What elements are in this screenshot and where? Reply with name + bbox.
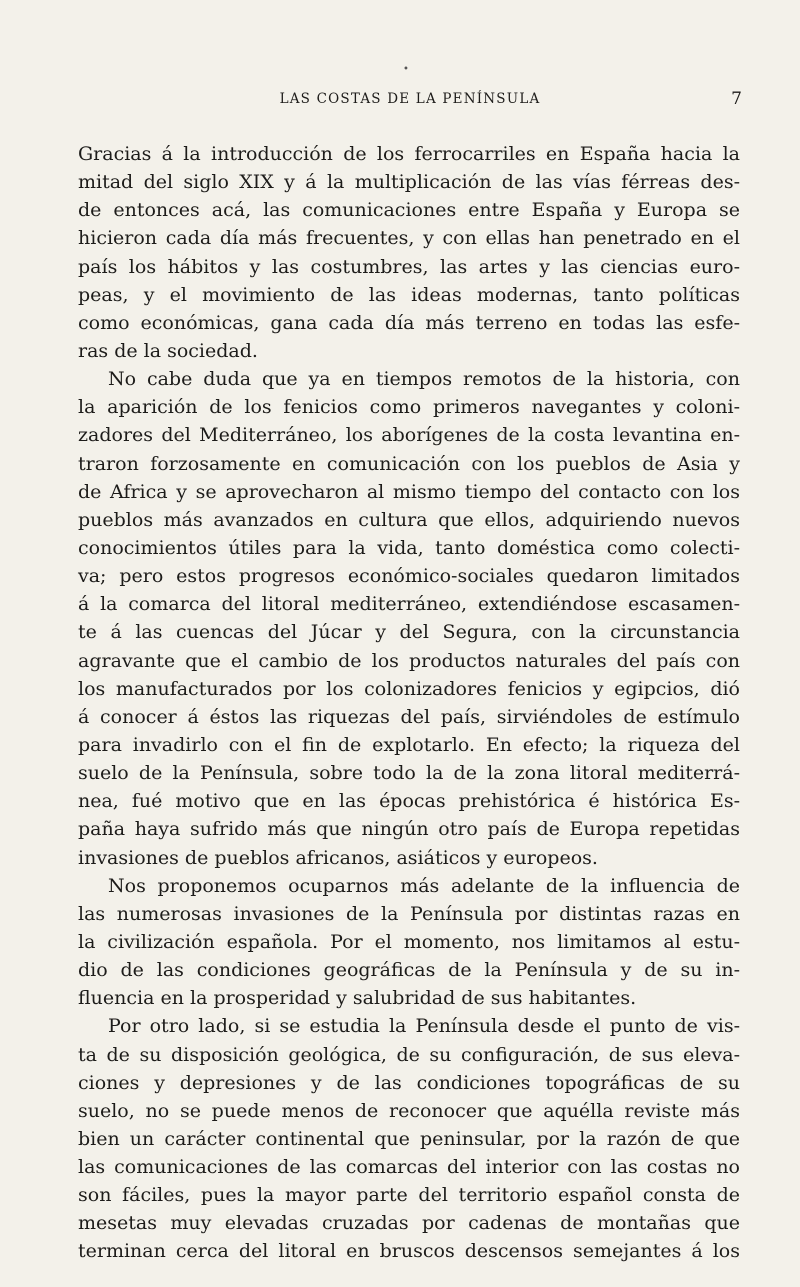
text-line: paña haya sufrido más que ningún otro país de Europa repetidas <box>78 818 740 841</box>
text-line: va; pero estos progresos económico-sociales quedaron limitados <box>78 565 740 588</box>
text-line: terminan cerca del litoral en bruscos descensos semejantes á los <box>78 1240 740 1263</box>
text-line: mesetas muy elevadas cruzadas por cadenas de montañas que <box>78 1212 740 1235</box>
text-line: zadores del Mediterráneo, los aborígenes de la costa levantina en- <box>78 424 740 447</box>
text-line: los manufacturados por los colonizadores fenicios y egipcios, dió <box>78 677 740 700</box>
text-line: agravante que el cambio de los productos naturales del país con <box>78 649 740 672</box>
text-line: suelo, no se puede menos de reconocer que aquélla reviste más <box>78 1099 740 1122</box>
print-speck: • <box>403 64 409 75</box>
text-line: ciones y depresiones y de las condiciones topográficas de su <box>78 1071 740 1094</box>
running-title: LAS COSTAS DE LA PENÍNSULA <box>279 91 541 107</box>
text-line: de Africa y se aprovecharon al mismo tiempo del contacto con los <box>78 480 740 503</box>
text-line: Por otro lado, si se estudia la Península desde el punto de vis- <box>108 1015 740 1038</box>
text-line: Nos proponemos ocuparnos más adelante de la influencia de <box>108 874 740 897</box>
text-line: para invadirlo con el fin de explotarlo. En efecto; la riqueza del <box>78 733 740 756</box>
text-line: hicieron cada día más frecuentes, y con ellas han penetrado en el <box>78 227 740 250</box>
text-line: de entonces acá, las comunicaciones entre España y Europa se <box>78 199 740 222</box>
text-line: la aparición de los fenicios como primeros navegantes y coloni- <box>78 396 740 419</box>
text-line: bien un carácter continental que peninsular, por la razón de que <box>78 1127 740 1150</box>
text-line: dio de las condiciones geográficas de la Península y de su in- <box>78 959 740 982</box>
text-line: país los hábitos y las costumbres, las artes y las ciencias euro- <box>78 255 740 278</box>
text-line: conocimientos útiles para la vida, tanto doméstica como colecti- <box>78 536 740 559</box>
text-line: la civilización española. Por el momento, nos limitamos al estu- <box>78 930 740 953</box>
page-header <box>78 86 742 112</box>
text-line: ta de su disposición geológica, de su configuración, de sus eleva- <box>78 1043 740 1066</box>
text-line: las comunicaciones de las comarcas del interior con las costas no <box>78 1156 740 1179</box>
text-line: como económicas, gana cada día más terreno en todas las esfe- <box>78 311 740 334</box>
text-line: fluencia en la prosperidad y salubridad de sus habitantes. <box>78 987 637 1010</box>
text-line: las numerosas invasiones de la Península por distintas razas en <box>78 902 740 925</box>
text-line: á conocer á éstos las riquezas del país, sirviéndoles de estímulo <box>78 705 740 728</box>
text-line: te á las cuencas del Júcar y del Segura, con la circunstancia <box>78 621 740 644</box>
page-number: 7 <box>731 89 742 109</box>
text-line: peas, y el movimiento de las ideas modernas, tanto políticas <box>78 283 740 306</box>
paragraph-2 <box>78 365 740 872</box>
text-line: nea, fué motivo que en las épocas prehistórica é histórica Es- <box>78 790 740 813</box>
paragraph-3 <box>78 872 740 1013</box>
text-line: No cabe duda que ya en tiempos remotos de la historia, con <box>108 368 740 391</box>
text-line: son fáciles, pues la mayor parte del territorio español consta de <box>78 1184 740 1207</box>
text-line: mitad del siglo XIX y á la multiplicación de las vías férreas des- <box>78 171 740 194</box>
text-line: á la comarca del litoral mediterráneo, extendiéndose escasamen- <box>78 593 740 616</box>
paragraph-1 <box>78 140 740 365</box>
text-line: suelo de la Península, sobre todo la de la zona litoral mediterrá- <box>78 762 740 785</box>
text-line: traron forzosamente en comunicación con los pueblos de Asia y <box>78 452 740 475</box>
text-line: Gracias á la introducción de los ferrocarriles en España hacia la <box>78 143 740 165</box>
body-text <box>78 140 740 1266</box>
text-line: ras de la sociedad. <box>78 339 258 362</box>
text-line: pueblos más avanzados en cultura que ellos, adquiriendo nuevos <box>78 508 740 531</box>
text-line: invasiones de pueblos africanos, asiáticos y europeos. <box>78 846 598 869</box>
paragraph-4 <box>78 1012 740 1265</box>
